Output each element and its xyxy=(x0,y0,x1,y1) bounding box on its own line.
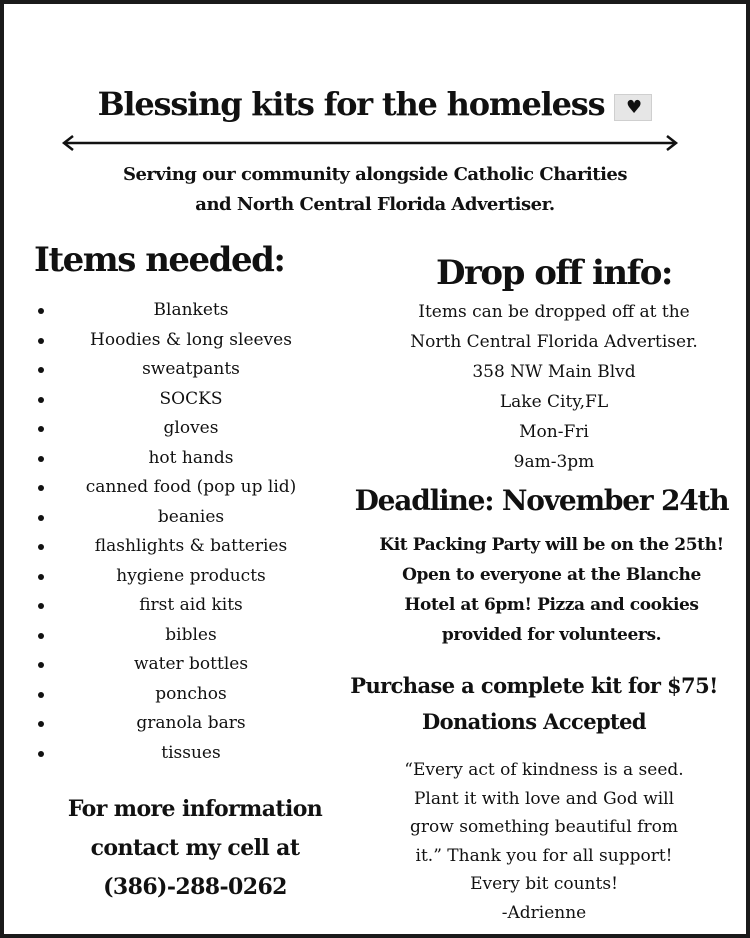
donations-line: Donations Accepted xyxy=(421,709,647,734)
list-item xyxy=(34,562,324,592)
item-label: beanies xyxy=(157,506,225,527)
bullet-icon xyxy=(38,662,44,668)
contact-line: contact my cell at xyxy=(90,835,300,861)
bullet-icon xyxy=(38,751,44,757)
list-item xyxy=(34,355,324,385)
bullet-icon xyxy=(38,603,44,609)
subtitle xyxy=(4,160,746,220)
list-item xyxy=(34,532,324,562)
quote-line: “Every act of kindness is a seed. xyxy=(404,760,684,780)
drop-off-heading: Drop off info: xyxy=(436,253,672,293)
list-item xyxy=(34,739,324,769)
drop-off-address: 358 NW Main Blvd xyxy=(472,362,636,382)
flyer-title xyxy=(4,82,746,126)
list-item xyxy=(34,385,324,415)
double-arrow-divider xyxy=(59,134,681,152)
quote-line: Every bit counts! xyxy=(470,874,618,895)
packing-party-info xyxy=(364,530,739,650)
drop-off-line: North Central Florida Advertiser. xyxy=(410,332,698,352)
list-item xyxy=(34,503,324,533)
purchase-info xyxy=(334,668,734,740)
drop-off-hours: 9am-3pm xyxy=(513,452,595,472)
item-label: Blankets xyxy=(153,300,229,320)
list-item xyxy=(34,473,324,503)
item-label: granola bars xyxy=(136,713,246,733)
list-item xyxy=(34,444,324,474)
bullet-icon xyxy=(38,308,44,314)
party-line: provided for volunteers. xyxy=(441,625,662,645)
contact-info xyxy=(34,790,356,907)
purchase-line: Purchase a complete kit for $75! xyxy=(350,673,718,698)
bullet-icon xyxy=(38,426,44,432)
bullet-icon xyxy=(38,367,44,373)
item-label: bibles xyxy=(165,624,217,645)
item-label: SOCKS xyxy=(159,388,223,409)
bullet-icon xyxy=(38,633,44,639)
bullet-icon xyxy=(38,397,44,403)
items-needed-heading: Items needed: xyxy=(34,240,285,280)
party-line: Hotel at 6pm! Pizza and cookies xyxy=(404,595,699,615)
quote-signature: -Adrienne xyxy=(501,902,587,923)
title-text: Blessing kits for the homeless xyxy=(97,85,605,123)
drop-off-city: Lake City,FL xyxy=(499,392,609,412)
heart-icon: ♥ xyxy=(614,94,652,121)
items-list xyxy=(34,296,324,768)
contact-phone: (386)-288-0262 xyxy=(103,874,287,900)
list-item xyxy=(34,414,324,444)
item-label: ponchos xyxy=(155,683,227,704)
item-label: hygiene products xyxy=(116,565,266,586)
quote-line: grow something beautiful from xyxy=(410,817,678,838)
drop-off-line: Items can be dropped off at the xyxy=(418,302,690,322)
list-item xyxy=(34,709,324,739)
item-label: flashlights & batteries xyxy=(94,536,288,556)
item-label: canned food (pop up lid) xyxy=(85,477,297,497)
item-label: sweatpants xyxy=(142,359,240,379)
party-line: Open to everyone at the Blanche xyxy=(402,565,701,585)
bullet-icon xyxy=(38,456,44,462)
quote xyxy=(374,756,714,928)
bullet-icon xyxy=(38,485,44,491)
party-line: Kit Packing Party will be on the 25th! xyxy=(379,535,724,555)
subtitle-line: Serving our community alongside Catholic Charities xyxy=(122,164,627,185)
list-item xyxy=(34,296,324,326)
list-item xyxy=(34,621,324,651)
drop-off-info xyxy=(389,297,719,477)
quote-line: Plant it with love and God will xyxy=(413,788,675,809)
list-item xyxy=(34,591,324,621)
bullet-icon xyxy=(38,692,44,698)
subtitle-line: and North Central Florida Advertiser. xyxy=(195,194,555,215)
bullet-icon xyxy=(38,544,44,550)
contact-line: For more information xyxy=(67,796,323,822)
drop-off-days: Mon-Fri xyxy=(519,422,589,442)
item-label: water bottles xyxy=(133,654,249,674)
list-item xyxy=(34,680,324,710)
item-label: first aid kits xyxy=(139,595,243,615)
item-label: Hoodies & long sleeves xyxy=(90,329,292,350)
bullet-icon xyxy=(38,515,44,521)
quote-line: it.” Thank you for all support! xyxy=(415,845,673,866)
bullet-icon xyxy=(38,338,44,344)
list-item xyxy=(34,326,324,356)
item-label: gloves xyxy=(163,418,219,438)
bullet-icon xyxy=(38,721,44,727)
item-label: hot hands xyxy=(148,447,234,468)
deadline-heading: Deadline: November 24th xyxy=(354,484,729,517)
bullet-icon xyxy=(38,574,44,580)
item-label: tissues xyxy=(161,742,221,763)
list-item xyxy=(34,650,324,680)
